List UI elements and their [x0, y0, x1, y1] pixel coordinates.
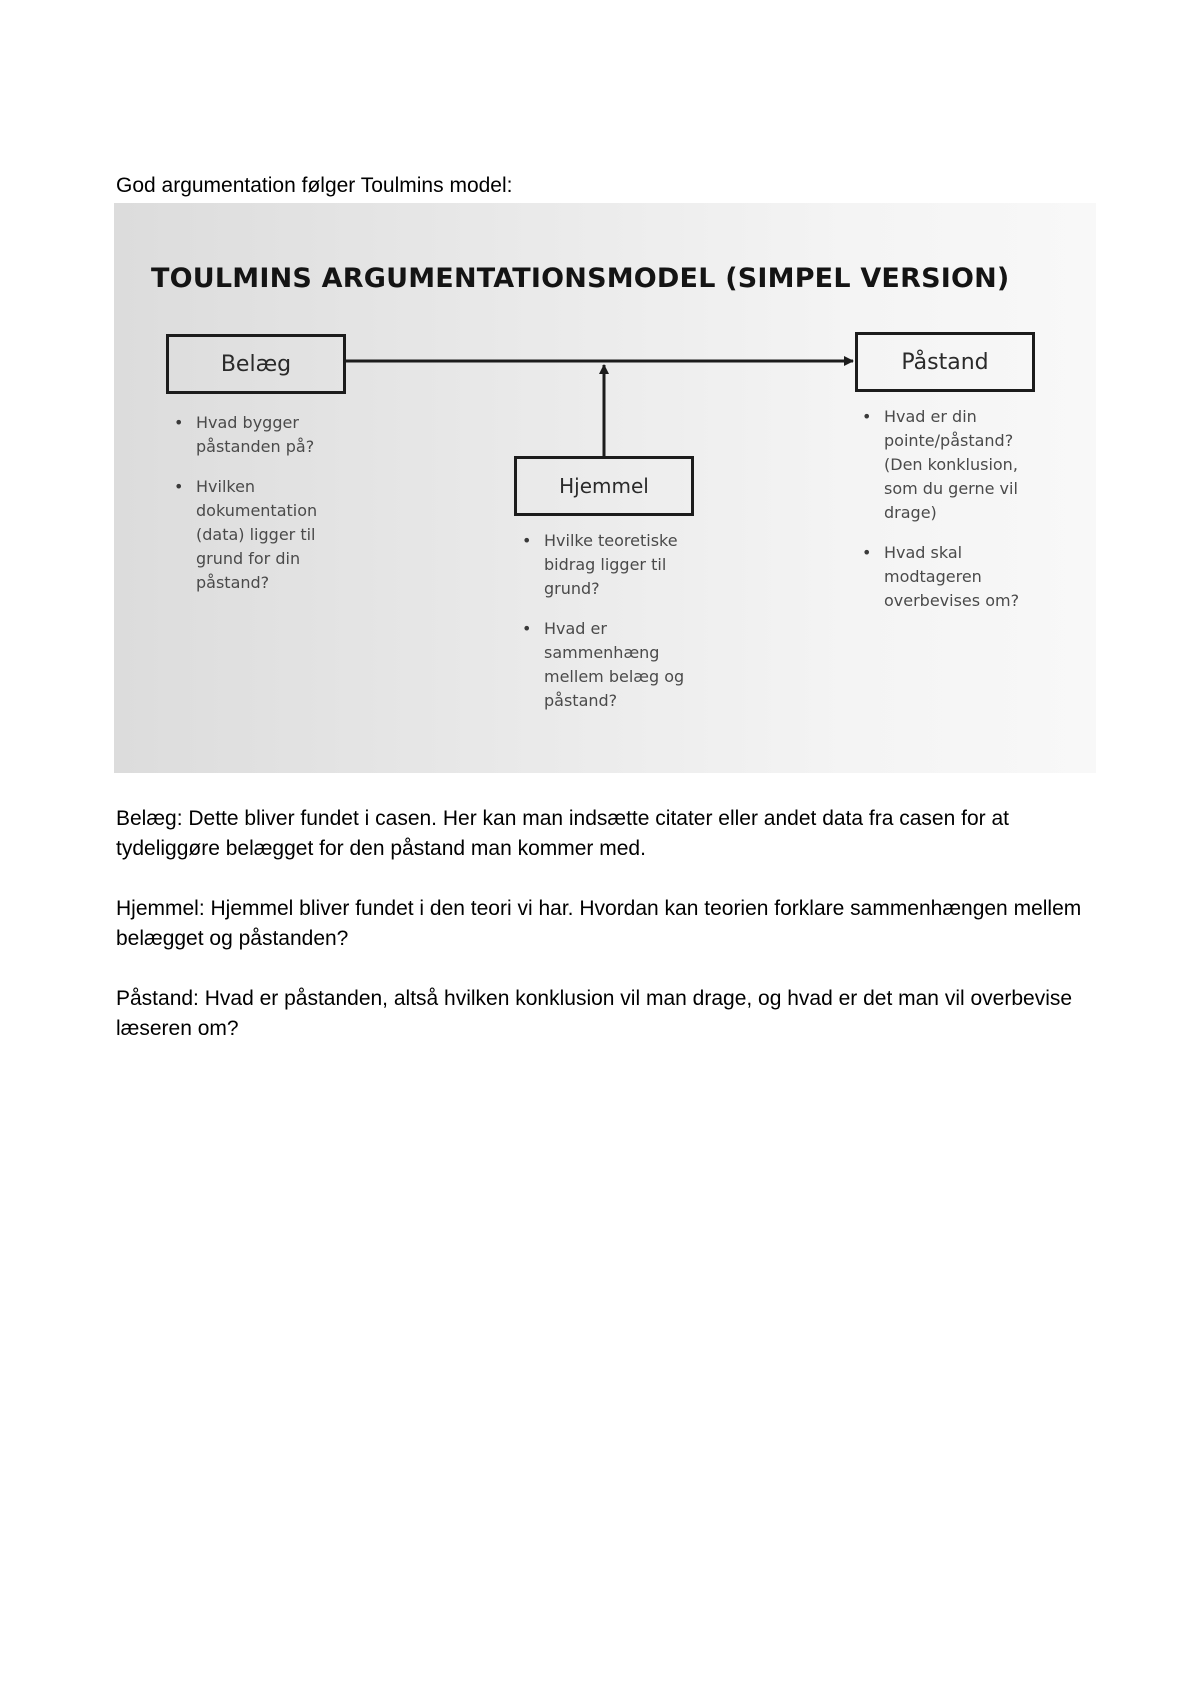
figure-title: TOULMINS ARGUMENTATIONSMODEL (SIMPEL VERSION) — [151, 263, 1010, 294]
belaeg-note: • Hvilken dokumentation (data) ligger til grund for din påstand? — [174, 475, 344, 595]
pastand-notes — [862, 405, 1052, 629]
belaeg-notes — [174, 411, 344, 611]
belaeg-box: Belæg — [166, 334, 346, 394]
belaeg-paragraph: Belæg: Dette bliver fundet i casen. Her kan man indsætte citater eller andet data fra casen for at tydeliggøre belægget for den påstand man kommer med. — [116, 807, 1009, 860]
toulmin-model-figure — [114, 203, 1096, 773]
hjemmel-notes — [522, 529, 712, 729]
pastand-box: Påstand — [855, 332, 1035, 392]
pastand-paragraph: Påstand: Hvad er påstanden, altså hvilken konklusion vil man drage, og hvad er det man vil overbevise læseren om? — [116, 987, 1073, 1040]
intro-text: God argumentation følger Toulmins model: — [116, 174, 513, 197]
belaeg-note: • Hvad bygger påstanden på? — [174, 411, 344, 459]
hjemmel-box: Hjemmel — [514, 456, 694, 516]
hjemmel-paragraph: Hjemmel: Hjemmel bliver fundet i den teori vi har. Hvordan kan teorien forklare sammenhængen mellem belægget og påstanden? — [116, 897, 1082, 950]
pastand-note: • Hvad er din pointe/påstand? (Den konklusion, som du gerne vil drage) — [862, 405, 1052, 525]
hjemmel-note: • Hvilke teoretiske bidrag ligger til grund? — [522, 529, 712, 601]
pastand-note: • Hvad skal modtageren overbevises om? — [862, 541, 1052, 613]
hjemmel-note: • Hvad er sammenhæng mellem belæg og påstand? — [522, 617, 712, 713]
